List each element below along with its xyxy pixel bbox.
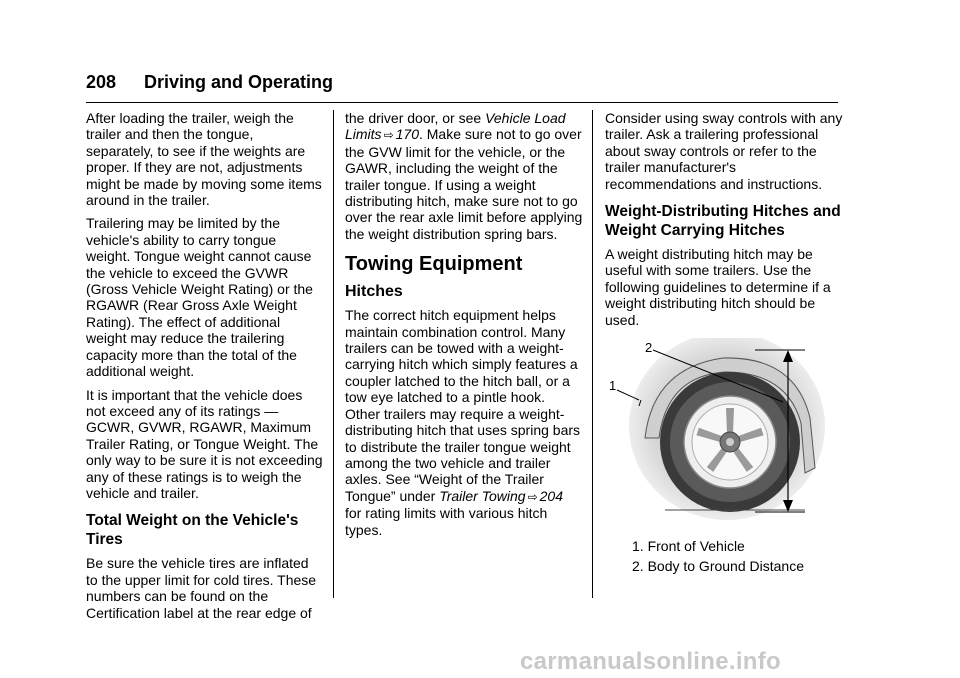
page-ref-arrow-icon: ⇨ [527,489,538,504]
cross-reference-link[interactable]: Trailer Towing [439,487,526,504]
caption-item: 1. Front of Vehicle [632,538,745,554]
paragraph: the driver door, or see Vehicle Load Limits ⇨ 170. Make sure not to go over the GVW limit for the vehicle, or the GAWR, including the weight of the trailer tongue. If using a weight distributing hitch, make sure not to go over the rear axle limit before applying the weight distribution spring bars. [345,110,583,242]
column-divider [333,110,334,598]
section-heading: Weight-Distributing Hitches and Weight Carrying Hitches [605,203,841,240]
paragraph: It is important that the vehicle does not exceed any of its ratings — GCWR, GVWR, RGAWR, Maximum Trailer Rating, or Tongue Weight. The only way to be sure it is not exceeding any of these ratings is to weigh the vehicle and trailer. [86,386,323,501]
paragraph: The correct hitch equipment helps maintain combination control. Many trailers can be towed with a weight-carrying hitch which simply features a coupler latched to the hitch ball, or a tow eye latched to a pintle hook. Other trailers may require a weight-distributing hitch that uses spring bars to distribute the trailer tongue weight among the two vehicle and trailer axles. See “Weight of the Trailer Tongue” under Trailer Towing ⇨ 204 for rating limits with various hitch types. [345,307,581,538]
column-1 [86,110,324,628]
wheel-diagram [605,338,843,520]
page-reference[interactable]: 170 [395,126,419,143]
page-number: 208 [86,72,117,92]
paragraph: Be sure the vehicle tires are inflated to the upper limit for cold tires. These numbers can be found on the Certification label at the rear edge of [86,555,317,621]
callout-1-label: 1 [609,378,617,393]
paragraph: A weight distributing hitch may be useful with some trailers. Use the following guidelines to determine if a weight distributing hitch should be used. [605,246,831,328]
cross-reference-link[interactable]: Vehicle Load Limits [345,110,566,143]
section-heading: Towing Equipment [345,253,523,276]
column-3 [605,110,843,335]
paragraph: Trailering may be limited by the vehicle's ability to carry tongue weight. Tongue weight cannot cause the vehicle to exceed the GVWR (Gross Vehicle Weight Rating) or the RGAWR (Rear Gross Axle Weight Rating). The effect of additional weight may reduce the trailering capacity more than the total of the additional weight. [86,215,313,380]
paragraph: After loading the trailer, weigh the trailer and then the tongue, separately, to see if the weights are proper. If they are not, adjustments might be made by moving some items around in the trailer. [86,110,322,209]
page-ref-arrow-icon: ⇨ [383,128,394,143]
figure-captions [632,536,804,576]
callout-2-label: 2 [645,340,653,355]
paragraph: Consider using sway controls with any trailer. Ask a trailering professional about sway controls or refer to the trailer manufacturer's recommendations and instructions. [605,110,843,192]
section-heading: Total Weight on the Vehicle's Tires [86,512,299,549]
page-title: Driving and Operating [144,72,334,92]
column-divider [592,110,593,598]
watermark: carmanualsonline.info [520,648,782,675]
subheading: Hitches [345,283,403,301]
wheel-illustration [605,338,843,520]
page-header [86,70,838,103]
column-2 [345,110,583,545]
page-reference[interactable]: 204 [539,487,563,504]
caption-item: 2. Body to Ground Distance [632,558,804,574]
